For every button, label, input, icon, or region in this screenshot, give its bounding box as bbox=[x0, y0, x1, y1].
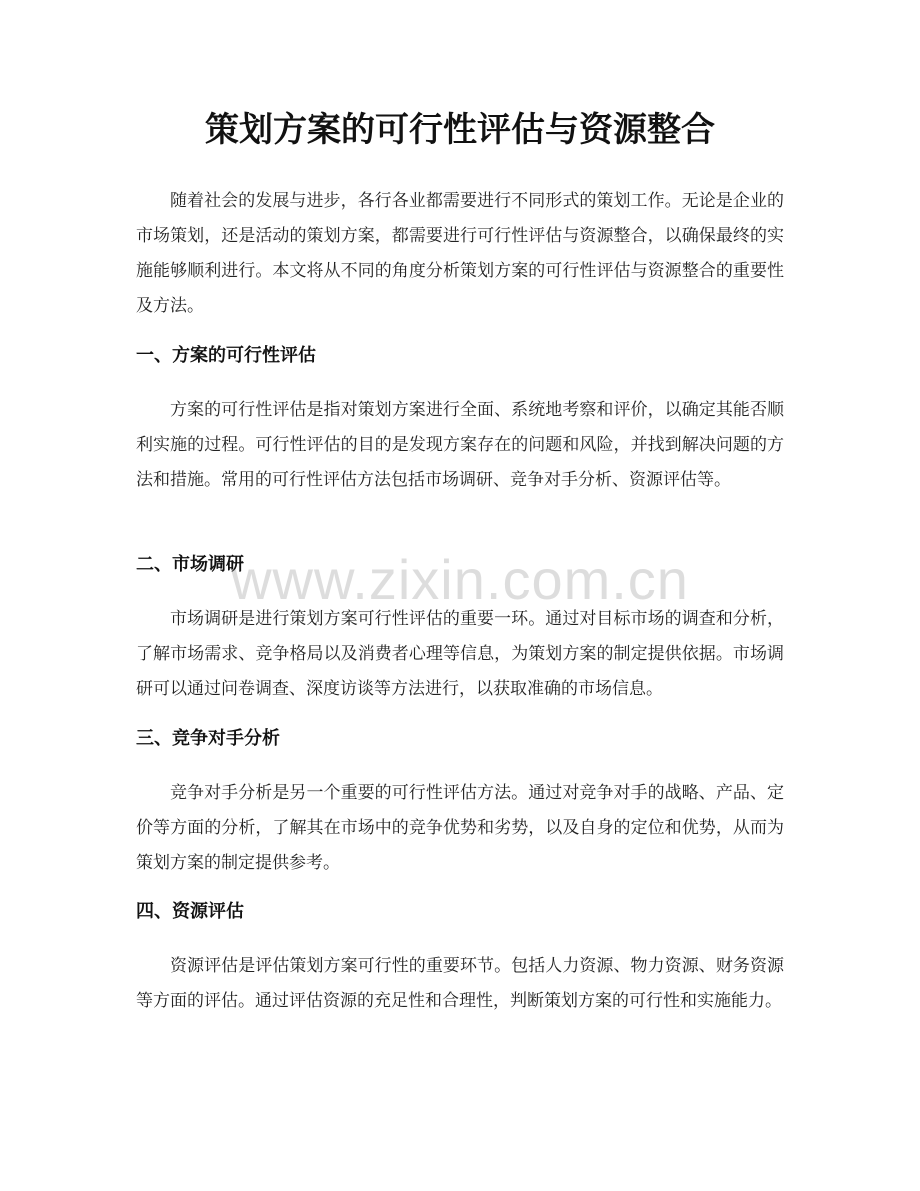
section-body-feasibility: 方案的可行性评估是指对策划方案进行全面、系统地考察和评价，以确定其能否顺利实施的过程。可行性评估的目的是发现方案存在的问题和风险，并找到解决问题的方法和措施。常用的可行性评估方法包括市场调研、竞争对手分析、资源评估等。 bbox=[136, 400, 784, 490]
section-body-competitor-analysis: 竞争对手分析是另一个重要的可行性评估方法。通过对竞争对手的战略、产品、定价等方面的分析，了解其在市场中的竞争优势和劣势，以及自身的定位和优势，从而为策划方案的制定提供参考。 bbox=[136, 783, 784, 873]
section-heading-feasibility: 一、方案的可行性评估 bbox=[136, 345, 316, 366]
watermark: www.zixin.com.cn bbox=[231, 548, 689, 611]
section-body-resource-evaluation: 资源评估是评估策划方案可行性的重要环节。包括人力资源、物力资源、财务资源等方面的评估。通过评估资源的充足性和合理性，判断策划方案的可行性和实施能力。 bbox=[136, 956, 784, 1011]
section-body-market-research: 市场调研是进行策划方案可行性评估的重要一环。通过对目标市场的调查和分析，了解市场需求、竞争格局以及消费者心理等信息，为策划方案的制定提供依据。市场调研可以通过问卷调查、深度访谈等方法进行，以获取准确的市场信息。 bbox=[136, 609, 784, 699]
page-title: 策划方案的可行性评估与资源整合 bbox=[205, 110, 715, 150]
intro-paragraph: 随着社会的发展与进步，各行各业都需要进行不同形式的策划工作。无论是企业的市场策划，还是活动的策划方案，都需要进行可行性评估与资源整合，以确保最终的实施能够顺利进行。本文将从不同的角度分析策划方案的可行性评估与资源整合的重要性及方法。 bbox=[136, 191, 784, 316]
section-heading-competitor-analysis: 三、竞争对手分析 bbox=[136, 728, 280, 749]
section-heading-market-research: 二、市场调研 bbox=[136, 554, 244, 575]
section-heading-resource-evaluation: 四、资源评估 bbox=[136, 901, 244, 922]
